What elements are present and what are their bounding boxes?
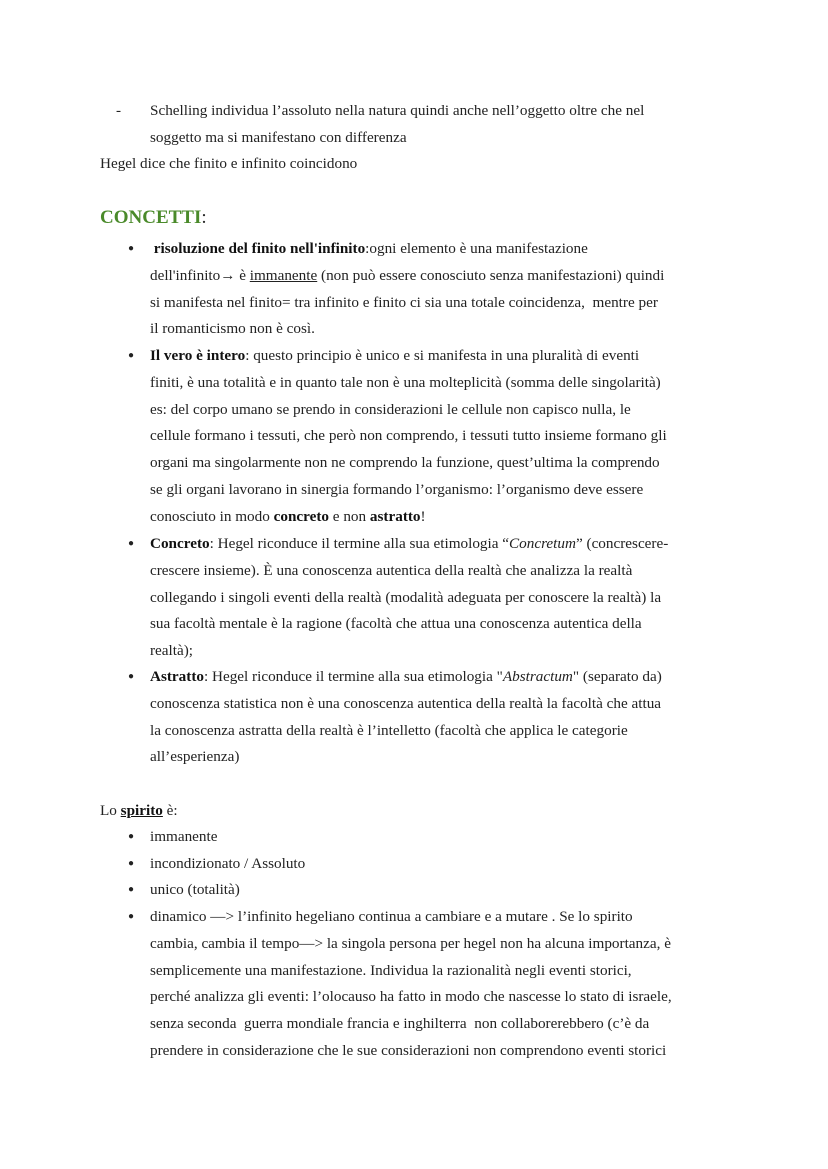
bold-text: spirito — [120, 802, 163, 819]
text-line — [150, 1041, 666, 1061]
text-line — [150, 239, 588, 259]
heading-colon: : — [201, 207, 207, 228]
bold-text: concreto — [273, 507, 329, 525]
text-line — [150, 480, 643, 500]
text-segment: prendere in considerazione che le sue considerazioni non comprendono eventi storici — [150, 1041, 667, 1059]
text-segment: : Hegel riconduce il termine alla sua etimologia " — [203, 668, 503, 685]
bullet-icon: ● — [128, 911, 135, 922]
text-segment: si manifesta nel finito= tra infinito e finito ci sia una totale coincidenza, mentre per — [150, 293, 658, 311]
text-segment: realtà); — [150, 642, 193, 659]
text-segment: Hegel dice che finito e infinito coincidono — [100, 155, 358, 172]
text-segment: es: del corpo umano se prendo in considerazioni le cellule non capisco nulla, le — [150, 400, 631, 418]
text-line — [150, 319, 315, 339]
bullet-icon: ● — [128, 831, 135, 842]
bold-text: Concreto — [150, 535, 210, 552]
text-line — [150, 747, 239, 767]
bullet-icon: ● — [128, 671, 135, 682]
text-line — [150, 373, 661, 393]
text-segment: ! — [420, 507, 426, 525]
text-line — [150, 293, 658, 313]
text-segment: organi ma singolarmente non ne comprendo la funzione, quest’ultima la comprendo — [150, 454, 660, 471]
text-line — [150, 346, 639, 366]
concetti-heading — [100, 206, 207, 230]
bullet-icon: ● — [128, 243, 135, 254]
text-line — [150, 854, 305, 874]
text-line — [150, 614, 642, 634]
text-segment: finiti, è una totalità e in quanto tale non è una molteplicità (somma delle singolarità) — [150, 373, 661, 391]
text-line — [150, 128, 407, 148]
text-segment: dinamico —> l’infinito hegeliano continua a cambiare e a mutare . Se lo spirito — [150, 908, 633, 925]
text-segment: crescere insieme). È una conoscenza autentica della realtà che analizza la realtà — [150, 561, 633, 579]
text-line — [150, 534, 668, 554]
bullet-icon: ● — [128, 884, 135, 895]
text-segment: e non — [329, 507, 370, 525]
text-segment: :ogni elemento è una manifestazione — [365, 240, 588, 257]
heading-text: CONCETTI — [100, 207, 202, 228]
bullet-icon: ● — [128, 350, 135, 361]
text-segment: unico (totalità) — [150, 881, 240, 898]
text-line — [150, 507, 426, 527]
text-line — [150, 880, 240, 900]
text-segment: perché analizza gli eventi: l’olocauso ha fatto in modo che nascesse lo stato di israele, — [150, 988, 672, 1006]
bullet-icon: ● — [128, 858, 135, 869]
text-segment: il romanticismo non è così. — [150, 320, 315, 338]
text-line — [150, 907, 633, 927]
text-segment: se gli organi lavorano in sinergia formando l’organismo: l’organismo deve essere — [150, 480, 644, 498]
text-line — [150, 721, 628, 741]
bold-text: risoluzione del finito nell'infinito — [150, 240, 366, 257]
text-segment: conoscenza statistica non è una conoscenza autentica della realtà la facoltà che attua — [150, 694, 662, 712]
text-segment: sua facoltà mentale è la ragione (facoltà che attua una conoscenza autentica della — [150, 615, 642, 633]
bold-text: Il vero è intero — [150, 347, 246, 364]
text-segment: incondizionato / Assoluto — [150, 855, 306, 872]
text-segment: all’esperienza) — [150, 748, 240, 766]
italic-text: Concretum — [509, 535, 576, 552]
text-line — [150, 694, 661, 714]
text-segment: " (separato da) — [572, 668, 662, 685]
text-line — [150, 987, 672, 1007]
text-segment: è: — [162, 802, 178, 819]
dash-marker-icon: - — [116, 102, 122, 119]
text-segment: : Hegel riconduce il termine alla sua etimologia “ — [209, 535, 510, 552]
text-line — [150, 426, 667, 446]
text-segment: Schelling individua l’assoluto nella natura quindi anche nell’oggetto oltre che nel — [150, 102, 645, 119]
italic-text: Abstractum — [502, 668, 573, 685]
text-segment: collegando i singoli eventi della realtà (modalità adeguata per conoscere la realtà) la — [150, 588, 662, 606]
text-line — [150, 1014, 649, 1034]
text-segment: senza seconda guerra mondiale francia e inghilterra non collaborerebbero (c’è da — [150, 1015, 650, 1032]
text-segment: cellule formano i tessuti, che però non comprendo, i tessuti tutto insieme formano gli — [150, 427, 667, 445]
text-line — [150, 827, 217, 847]
text-line — [150, 667, 662, 687]
underlined-text: immanente — [249, 266, 318, 284]
text-line — [150, 588, 661, 608]
text-line — [100, 801, 178, 821]
text-line — [150, 934, 671, 954]
text-segment: dell'infinito→ è — [150, 266, 250, 284]
text-segment: : questo principio è unico e si manifesta in una pluralità di eventi — [245, 347, 640, 364]
text-line — [150, 453, 660, 473]
text-line — [150, 400, 631, 420]
text-segment: conosciuto in modo — [150, 507, 274, 525]
text-segment: la conoscenza astratta della realtà è l’intelletto (facoltà che applica le categorie — [150, 721, 628, 739]
text-segment: ” (concrescere- — [575, 535, 669, 552]
text-segment: cambia, cambia il tempo—> la singola persona per hegel non ha alcuna importanza, è — [150, 934, 671, 952]
text-line — [100, 154, 357, 174]
text-segment: soggetto ma si manifestano con differenza — [150, 128, 407, 146]
text-line — [150, 101, 644, 121]
text-line — [150, 266, 664, 286]
text-segment: semplicemente una manifestazione. Individua la razionalità negli eventi storici, — [150, 961, 632, 979]
text-line — [150, 961, 632, 981]
bold-text: Astratto — [150, 668, 204, 685]
bold-text: astratto — [369, 507, 421, 525]
text-segment: immanente — [150, 828, 218, 845]
text-line — [150, 561, 632, 581]
text-line — [150, 641, 193, 661]
text-segment: (non può essere conosciuto senza manifestazioni) quindi — [317, 266, 665, 284]
bullet-icon: ● — [128, 538, 135, 549]
text-segment: Lo — [100, 802, 121, 819]
